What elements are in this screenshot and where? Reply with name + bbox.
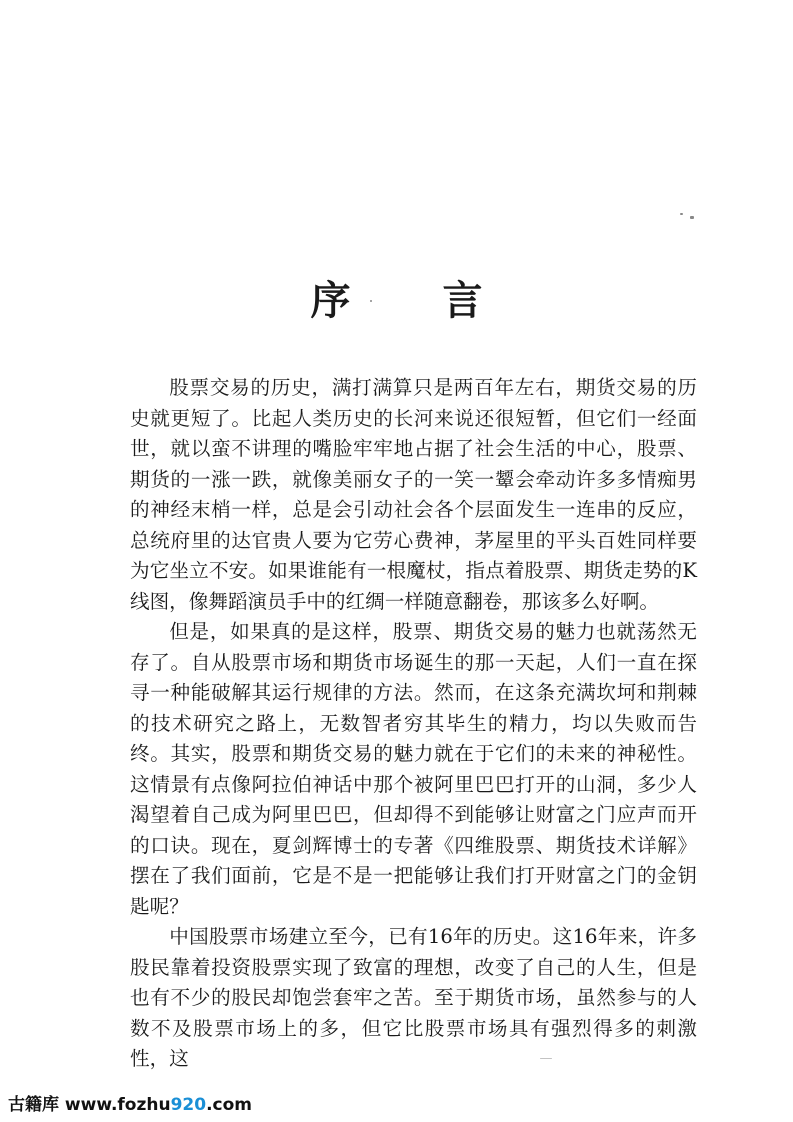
scan-speck <box>540 1058 552 1059</box>
scan-speck <box>690 216 694 219</box>
paragraph-2: 但是，如果真的是这样，股票、期货交易的魅力也就荡然无存了。自从股票市场和期货市场诞生的那一天起，人们一直在探寻一种能破解其运行规律的方法。然而，在这条充满坎坷和荆棘的技术研究之路上，无数智者穷其毕生的精力，均以失败而告终。其实，股票和期货交易的魅力就在于它们的未来的神秘性。这情景有点像阿拉伯神话中那个被阿里巴巴打开的山洞，多少人渴望着自己成为阿里巴巴，但却得不到能够让财富之门应声而开的口诀。现在，夏剑辉博士的专著《四维股票、期货技术详解》摆在了我们面前，它是不是一把能够让我们打开财富之门的金钥匙呢？ <box>130 620 697 918</box>
body-text <box>130 373 697 1075</box>
watermark-footer <box>8 1090 252 1115</box>
scan-speck <box>370 300 372 302</box>
scan-speck <box>680 213 683 215</box>
paragraph-1: 股票交易的历史，满打满算只是两百年左右，期货交易的历史就更短了。比起人类历史的长河来说还很短暂，但它们一经面世，就以蛮不讲理的嘴脸牢牢地占据了社会生活的中心，股票、期货的一涨一跌，就像美丽女子的一笑一颦会牵动许多多情痴男的神经末梢一样，总是会引动社会各个层面发生一连串的反应，总统府里的达官贵人要为它劳心费神，茅屋里的平头百姓同样要为它坐立不安。如果谁能有一根魔杖，指点着股票、期货走势的K线图，像舞蹈演员手中的红绸一样随意翻卷，那该多么好啊。 <box>130 376 697 613</box>
watermark-url: www.fozhu920.com <box>64 1095 253 1115</box>
title-char-second: 言 <box>442 276 483 324</box>
title-char-first: 序 <box>310 276 351 324</box>
watermark-site-name: 古籍库 <box>8 1095 59 1115</box>
page-title <box>0 277 793 325</box>
paragraph-3: 中国股票市场建立至今，已有16年的历史。这16年来，许多股民靠着投资股票实现了致富的理想，改变了自己的人生，但是也有不少的股民却饱尝套牢之苦。至于期货市场，虽然参与的人数不及股票市场上的多，但它比股票市场具有强烈得多的刺激性，这 <box>130 925 697 1070</box>
